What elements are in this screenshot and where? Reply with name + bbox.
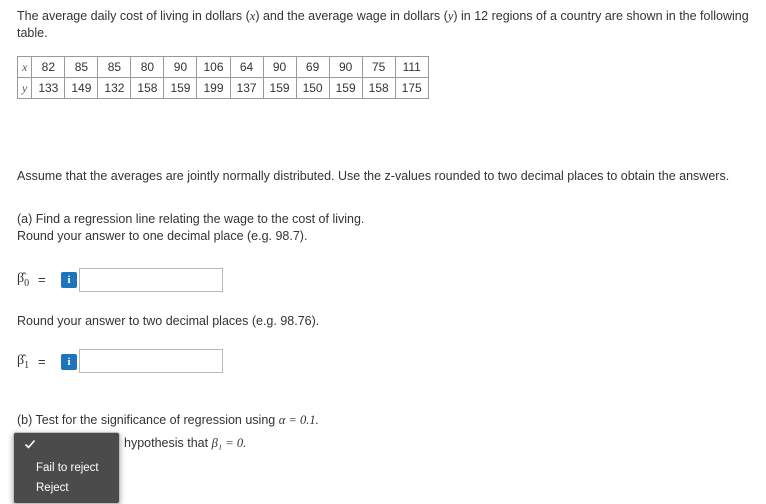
checkmark-icon [24, 438, 36, 450]
beta1-answer-input[interactable] [79, 349, 223, 373]
intro-text-3: ) in 12 regions of a country are shown in the following table. [17, 9, 749, 40]
part-b-text: (b) Test for the significance of regression using [17, 413, 279, 427]
y-cell: 149 [65, 78, 98, 99]
x-cell: 82 [32, 57, 65, 78]
x-symbol: x [249, 9, 256, 23]
y-symbol: y [447, 9, 454, 23]
alpha-expression: α = 0.1. [278, 413, 319, 427]
beta0-info-button[interactable]: i [61, 272, 77, 288]
x-cell: 111 [395, 57, 428, 78]
option-reject[interactable]: Reject [36, 482, 69, 494]
hypothesis-text-line [124, 435, 246, 452]
x-cell: 90 [329, 57, 362, 78]
x-cell: 75 [362, 57, 395, 78]
option-fail-to-reject[interactable]: Fail to reject [36, 462, 99, 474]
x-cell: 80 [131, 57, 164, 78]
x-cell: 90 [164, 57, 197, 78]
x-cell: 69 [296, 57, 329, 78]
part-a-rounding-two-decimals: Round your answer to two decimal places (e.g. 98.76). [17, 314, 320, 328]
beta1-subscript: 1 [24, 359, 30, 371]
y-cell: 175 [395, 78, 428, 99]
x-cell: 64 [230, 57, 263, 78]
partial-text-fragment [124, 494, 244, 500]
part-a-rounding: Round your answer to one decimal place (e.g. 98.7). [17, 229, 308, 243]
beta0-equals: = [38, 272, 46, 287]
hypothesis-expression: β₁ = 0. [211, 436, 247, 450]
y-cell: 199 [197, 78, 230, 99]
beta0-label [17, 271, 29, 289]
data-table [17, 56, 429, 99]
intro-paragraph [17, 8, 757, 42]
beta1-label [17, 353, 29, 371]
y-cell: 159 [164, 78, 197, 99]
beta0-answer-input[interactable] [79, 268, 223, 292]
y-cell: 159 [329, 78, 362, 99]
y-cell: 158 [131, 78, 164, 99]
x-cell: 85 [98, 57, 131, 78]
reject-decision-dropdown[interactable] [13, 432, 120, 504]
y-cell: 132 [98, 78, 131, 99]
intro-text-1: The average daily cost of living in dollars ( [17, 9, 250, 23]
beta0-symbol: β̂ [17, 271, 25, 286]
intro-text-2: ) and the average wage in dollars ( [255, 9, 448, 23]
y-cell: 133 [32, 78, 65, 99]
assumption-text: Assume that the averages are jointly normally distributed. Use the z-values rounded to two decimal places to obtain the answers. [17, 169, 730, 183]
beta1-equals: = [38, 354, 46, 369]
part-a-instructions [17, 211, 757, 245]
y-row-label: y [18, 78, 32, 99]
hypothesis-text: hypothesis that [124, 436, 212, 450]
beta0-subscript: 0 [24, 277, 30, 289]
x-cell: 85 [65, 57, 98, 78]
x-cell: 90 [263, 57, 296, 78]
x-cell: 106 [197, 57, 230, 78]
y-row [18, 78, 429, 99]
beta1-symbol: β̂ [17, 353, 25, 368]
x-row-label: x [18, 57, 32, 78]
y-cell: 137 [230, 78, 263, 99]
x-row [18, 57, 429, 78]
y-cell: 150 [296, 78, 329, 99]
y-cell: 158 [362, 78, 395, 99]
part-a-question: (a) Find a regression line relating the wage to the cost of living. [17, 212, 365, 226]
beta1-info-button[interactable]: i [61, 354, 77, 370]
part-b-question [17, 412, 319, 429]
y-cell: 159 [263, 78, 296, 99]
